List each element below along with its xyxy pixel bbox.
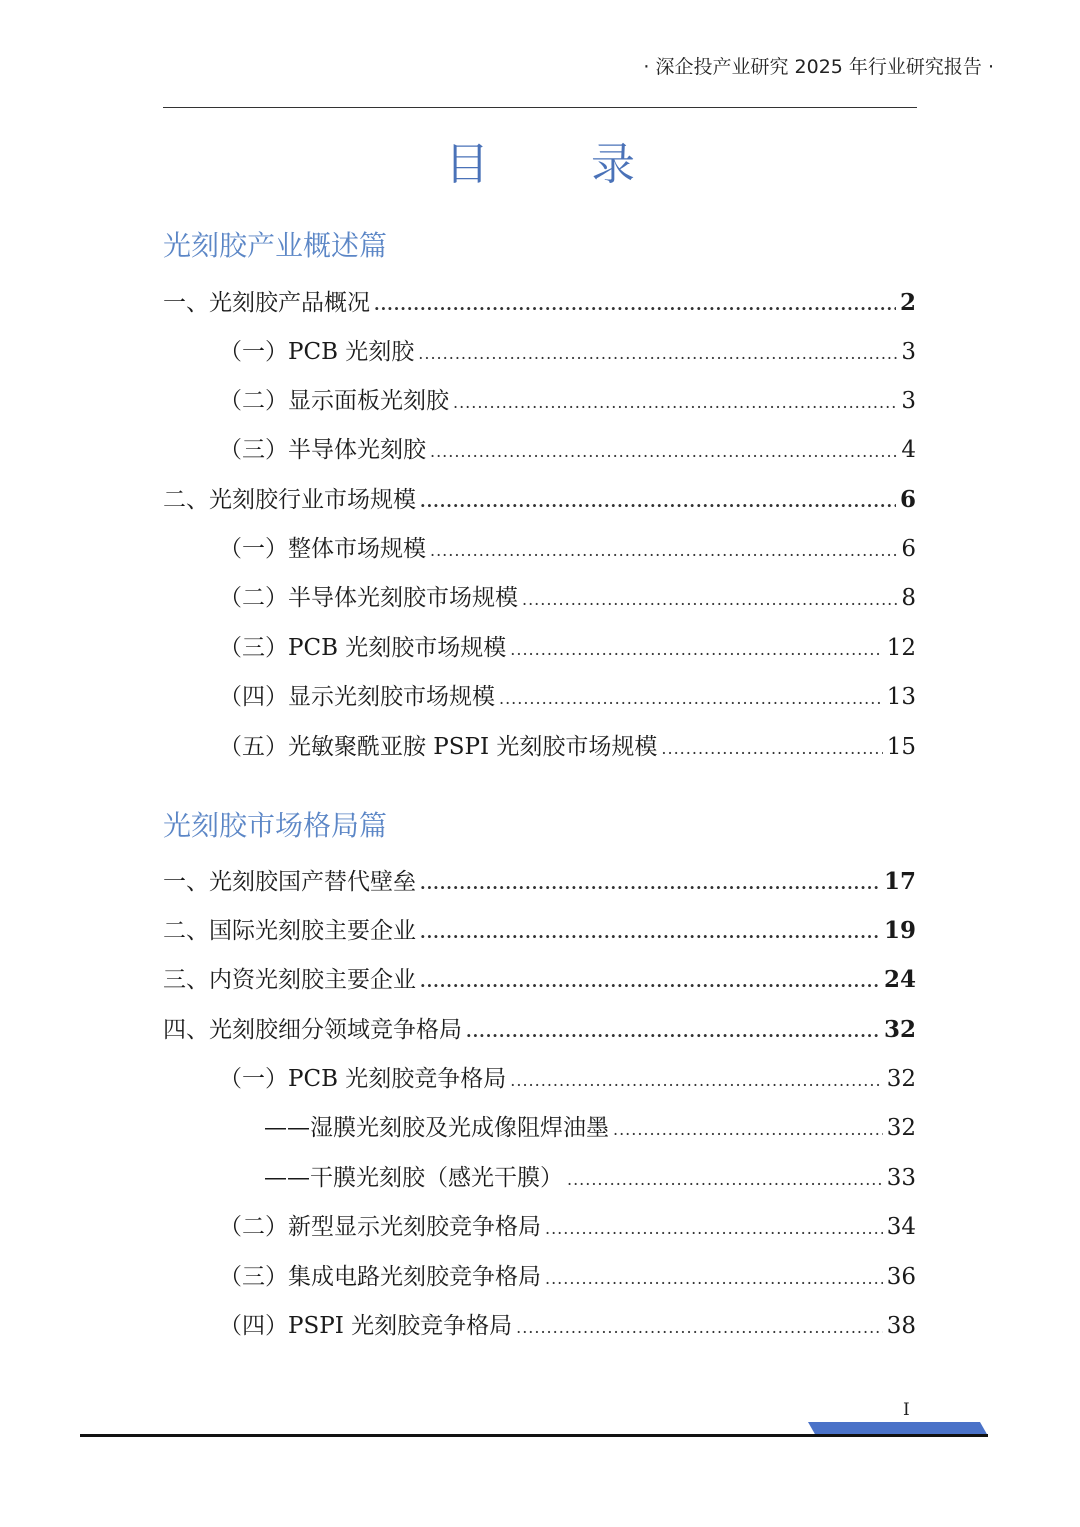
toc-leader-dots <box>420 962 880 998</box>
toc-entry-page: 32 <box>883 1016 916 1043</box>
toc-leader-dots <box>453 383 897 419</box>
footer-divider <box>80 1434 988 1437</box>
toc-entry[interactable] <box>219 334 916 370</box>
toc-leader-dots <box>613 1110 883 1146</box>
toc-entry-label: 一、光刻胶产品概况 <box>163 290 370 316</box>
toc-entry[interactable] <box>219 729 916 765</box>
toc-entry[interactable] <box>264 1160 916 1196</box>
toc-leader-dots <box>374 285 896 321</box>
toc-entry-label: （三）半导体光刻胶 <box>219 437 426 463</box>
toc-leader-dots <box>522 580 897 616</box>
toc-leader-dots <box>420 913 880 949</box>
toc-entry-page: 8 <box>901 585 916 611</box>
section-heading-market-landscape: 光刻胶市场格局篇 <box>163 809 388 842</box>
toc-entry-label: （二）新型显示光刻胶竞争格局 <box>219 1214 541 1240</box>
section-heading-overview: 光刻胶产业概述篇 <box>163 229 388 262</box>
toc-entry-page: 2 <box>899 289 916 316</box>
toc-entry[interactable] <box>219 432 916 468</box>
toc-leader-dots <box>516 1308 883 1344</box>
toc-entry-page: 36 <box>886 1264 916 1290</box>
toc-leader-dots <box>545 1259 883 1295</box>
toc-entry-label: （一）PCB 光刻胶 <box>219 339 415 365</box>
toc-entry-label: 二、国际光刻胶主要企业 <box>163 918 416 944</box>
toc-entry-label: （三）集成电路光刻胶竞争格局 <box>219 1264 541 1290</box>
toc-entry[interactable] <box>219 1061 916 1097</box>
toc-entry-label: （五）光敏聚酰亚胺 PSPI 光刻胶市场规模 <box>219 734 658 760</box>
toc-entry[interactable] <box>163 1012 916 1048</box>
toc-entry[interactable] <box>219 679 916 715</box>
page-number: I <box>903 1400 910 1420</box>
toc-entry[interactable] <box>219 531 916 567</box>
toc-entry[interactable] <box>163 962 916 998</box>
toc-entry[interactable] <box>163 285 916 321</box>
toc-leader-dots <box>510 1061 882 1097</box>
toc-entry-label: （一）PCB 光刻胶竞争格局 <box>219 1066 507 1092</box>
toc-entry-label: 一、光刻胶国产替代壁垒 <box>163 869 416 895</box>
toc-entry[interactable] <box>219 1308 916 1344</box>
toc-entry-label: （四）PSPI 光刻胶竞争格局 <box>219 1313 513 1339</box>
toc-entry-label: 四、光刻胶细分领域竞争格局 <box>163 1017 462 1043</box>
toc-entry-label: ——干膜光刻胶（感光干膜） <box>264 1165 563 1191</box>
header-divider <box>163 107 917 108</box>
toc-entry-label: 二、光刻胶行业市场规模 <box>163 487 416 513</box>
toc-entry-label: （一）整体市场规模 <box>219 536 426 562</box>
toc-entry-label: （四）显示光刻胶市场规模 <box>219 684 495 710</box>
toc-leader-dots <box>420 864 880 900</box>
toc-entry-page: 6 <box>899 486 916 513</box>
toc-entry[interactable] <box>219 1259 916 1295</box>
toc-leader-dots <box>430 432 897 468</box>
toc-leader-dots <box>510 630 882 666</box>
toc-entry-label: （二）显示面板光刻胶 <box>219 388 449 414</box>
toc-entry-page: 15 <box>886 734 916 760</box>
toc-leader-dots <box>466 1012 880 1048</box>
toc-entry-label: （二）半导体光刻胶市场规模 <box>219 585 518 611</box>
toc-leader-dots <box>430 531 897 567</box>
toc-entry-page: 34 <box>886 1214 916 1240</box>
document-title: 目 录 <box>445 139 679 190</box>
toc-leader-dots <box>545 1209 883 1245</box>
toc-entry[interactable] <box>219 1209 916 1245</box>
toc-entry-page: 32 <box>886 1066 916 1092</box>
toc-entry[interactable] <box>163 482 916 518</box>
toc-entry-page: 3 <box>901 388 916 414</box>
toc-entry-label: 三、内资光刻胶主要企业 <box>163 967 416 993</box>
toc-entry-page: 13 <box>886 684 916 710</box>
toc-entry-page: 4 <box>901 437 916 463</box>
toc-entry-page: 33 <box>886 1165 916 1191</box>
toc-entry-page: 12 <box>886 635 916 661</box>
toc-entry-page: 19 <box>883 917 916 944</box>
toc-entry[interactable] <box>219 630 916 666</box>
toc-entry-page: 38 <box>886 1313 916 1339</box>
toc-entry-label: ——湿膜光刻胶及光成像阻焊油墨 <box>264 1115 609 1141</box>
toc-entry-page: 24 <box>883 966 916 993</box>
toc-entry-page: 17 <box>883 868 916 895</box>
toc-entry[interactable] <box>264 1110 916 1146</box>
toc-entry-page: 3 <box>901 339 916 365</box>
toc-entry[interactable] <box>219 580 916 616</box>
toc-entry[interactable] <box>163 913 916 949</box>
toc-leader-dots <box>418 334 897 370</box>
toc-leader-dots <box>499 679 883 715</box>
toc-leader-dots <box>420 482 896 518</box>
running-header: · 深企投产业研究 2025 年行业研究报告 · <box>643 56 994 78</box>
toc-entry[interactable] <box>163 864 916 900</box>
toc-entry-page: 32 <box>886 1115 916 1141</box>
toc-entry[interactable] <box>219 383 916 419</box>
toc-leader-dots <box>567 1160 883 1196</box>
toc-entry-label: （三）PCB 光刻胶市场规模 <box>219 635 507 661</box>
toc-leader-dots <box>661 729 882 765</box>
toc-entry-page: 6 <box>901 536 916 562</box>
